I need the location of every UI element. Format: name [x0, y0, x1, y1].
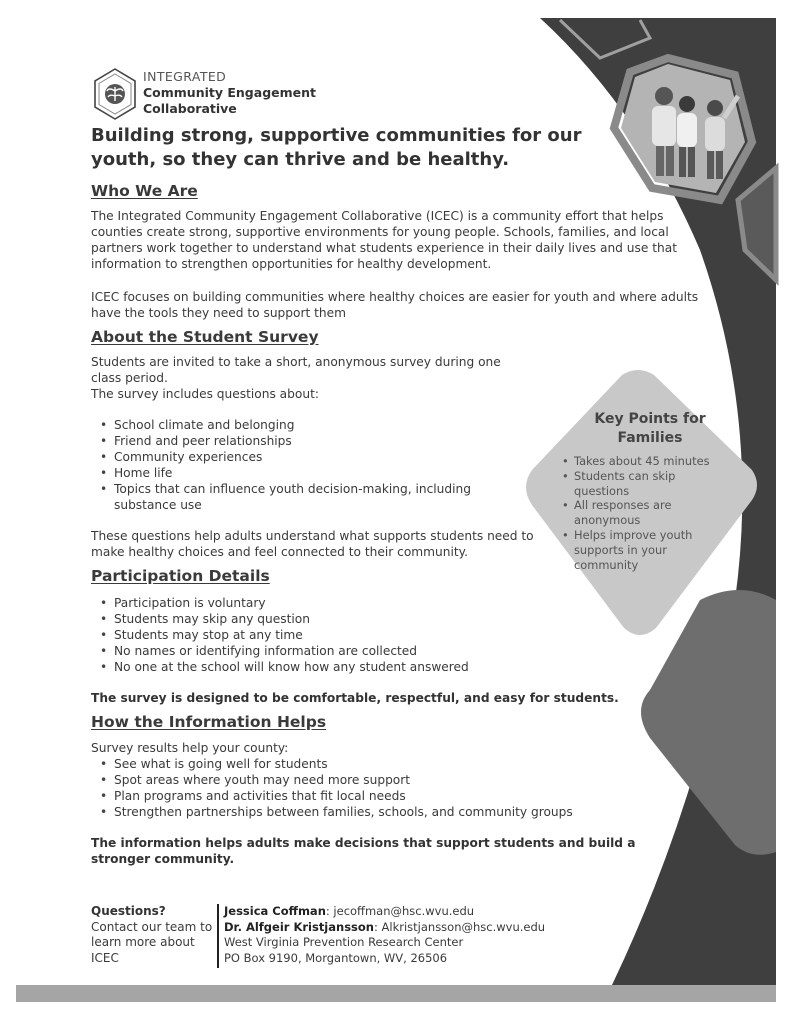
contact-divider — [217, 904, 219, 968]
page-headline: Building strong, supportive communities for our youth, so they can thrive and be healthy. — [91, 125, 582, 170]
participation-list — [100, 595, 550, 675]
contact-org-name: West Virginia Prevention Research Center — [224, 935, 464, 950]
questions-block — [91, 904, 216, 966]
key-points-title: Key Points for Families — [594, 411, 706, 446]
survey-closing: These questions help adults understand what supports students need to make healthy choices and feel connected to their community. — [91, 529, 534, 559]
org-name-line3: Collaborative — [143, 101, 237, 116]
survey-intro-line1: Students are invited to take a short, anonymous survey during one class period. — [91, 355, 501, 385]
key-points-box — [560, 410, 730, 572]
survey-intro — [91, 354, 531, 402]
org-name-line2: Community Engagement — [143, 85, 316, 100]
survey-topics-list — [100, 417, 510, 513]
list-item: • Takes about 45 minutes — [560, 454, 730, 469]
contact-address: PO Box 9190, Morgantown, WV, 26506 — [224, 950, 448, 965]
questions-text: Contact our team to learn more about ICEC — [91, 919, 213, 965]
list-item: • Topics that can influence youth decision-making, including substance use — [100, 481, 510, 513]
who-we-are-paragraph-2: ICEC focuses on building communities where healthy choices are easier for youth and where adults have the tools they need to support them — [91, 290, 699, 320]
list-item: • All responses are anonymous — [560, 498, 730, 528]
list-item: • Students can skip questions — [560, 469, 730, 499]
participation-heading: Participation Details — [91, 567, 270, 585]
contact-person-1 — [224, 904, 545, 920]
key-points-list — [560, 454, 730, 572]
list-item: • Home life — [100, 465, 510, 481]
information-intro: Survey results help your county: — [91, 741, 289, 755]
list-item: • Friend and peer relationships — [100, 433, 510, 449]
list-item: • Students may stop at any time — [100, 627, 550, 643]
information-statement: The information helps adults make decisions that support students and build a stronger community. — [91, 836, 636, 866]
list-item: • See what is going well for students — [100, 756, 620, 772]
contact-details — [224, 904, 545, 966]
contact-person-2-email[interactable]: : Alkristjansson@hsc.wvu.edu — [373, 919, 546, 934]
survey-intro-line2: The survey includes questions about: — [91, 387, 319, 401]
list-item: • No names or identifying information are collected — [100, 643, 550, 659]
list-item: • No one at the school will know how any student answered — [100, 659, 550, 675]
contact-person-2-name: Dr. Alfgeir Kristjansson — [224, 919, 374, 934]
list-item: • Plan programs and activities that fit local needs — [100, 788, 620, 804]
list-item: • Participation is voluntary — [100, 595, 550, 611]
list-item: • Helps improve youth supports in your community — [560, 528, 730, 572]
questions-title: Questions? — [91, 904, 166, 918]
information-list — [100, 756, 620, 820]
list-item: • Community experiences — [100, 449, 510, 465]
list-item: • Spot areas where youth may need more support — [100, 772, 620, 788]
list-item: • Students may skip any question — [100, 611, 550, 627]
footer-bar — [16, 985, 776, 1002]
org-name — [143, 69, 316, 117]
who-we-are-heading: Who We Are — [91, 182, 198, 200]
who-we-are-paragraph-1: The Integrated Community Engagement Collaborative (ICEC) is a community effort that helps counties create strong, supportive environments for young people. Schools, families, and local partners work together to understand what students experience in their daily lives and use that information to strengthen opportunities for healthy development. — [91, 209, 677, 271]
list-item: • Strengthen partnerships between families, schools, and community groups — [100, 804, 620, 820]
contact-person-2 — [224, 920, 545, 936]
participation-statement: The survey is designed to be comfortable, respectful, and easy for students. — [91, 691, 619, 705]
org-name-line1: INTEGRATED — [143, 69, 227, 84]
list-item: • School climate and belonging — [100, 417, 510, 433]
survey-heading: About the Student Survey — [91, 328, 319, 346]
icec-logo — [92, 67, 138, 121]
contact-person-1-name: Jessica Coffman — [224, 904, 326, 918]
information-heading: How the Information Helps — [91, 713, 327, 731]
contact-person-1-email[interactable]: : jecoffman@hsc.wvu.edu — [325, 904, 475, 918]
